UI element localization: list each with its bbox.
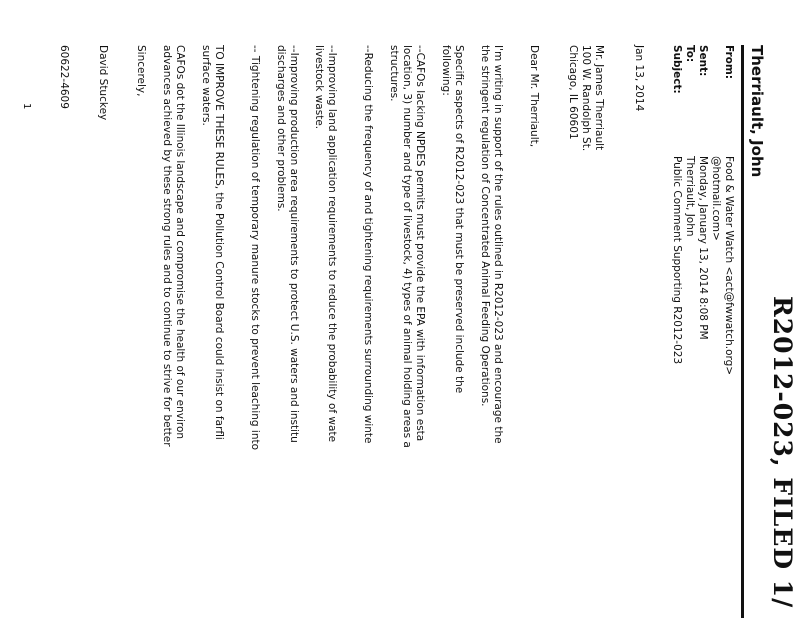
intro-line-2: the stringent regulation of Concentrated Animal Feeding Operations. [479,45,491,407]
sender-name: Therriault, John [748,45,766,178]
improve-line-2: surface waters. [200,45,212,126]
sent-label: Sent: [697,45,709,77]
specific-line-2: following: [440,45,452,96]
from-label: From: [723,45,735,80]
address-line-2: 100 W. Randolph St. [580,45,592,152]
signer-name: David Stuckey [97,45,109,121]
from-value: Food & Water Watch <act@fwwatch.org> [723,156,735,376]
closing: Sincerely, [135,45,147,97]
address-line-3: Chicago, IL 60601 [567,45,579,140]
salutation: Dear Mr. Therriault, [528,45,540,148]
address-line-1: Mr. James Therriault [593,45,605,151]
bullet-4-line-1: --Improving production area requirements to protect U.S. waters and institu [288,45,300,443]
subject-value: Public Comment Supporting R2012-023 [671,156,683,365]
sent-value: Monday, January 13, 2014 8:08 PM [697,156,709,340]
cafos-line-2: advances achieved by these strong rules and to continue to strive for better [161,45,173,447]
filed-stamp: R2012-023, FILED 1/ [768,296,797,609]
bullet-1-line-3: structures. [388,45,400,102]
bullet-1-line-1: --CAFOs lacking NPDES permits must provide the EPA with information esta [414,45,426,442]
bullet-3-line-2: livestock waste. [313,45,325,130]
signer-zip: 60622-4609 [58,45,70,109]
header-divider [741,45,744,618]
specific-line-1: Specific aspects of R2012-023 that must be preserved include the [453,45,465,394]
bullet-3-line-1: --Improving land application requirements to reduce the probability of wate [326,45,338,443]
bullet-1-line-2: location, 3) number and type of livestock, 4) types of animal holding areas a [401,45,413,448]
bullet-2: --Reducing the frequency of and tightening requirements surrounding winte [362,45,374,444]
subject-label: Subject: [671,45,683,94]
letter-date: Jan 13, 2014 [633,45,645,112]
improve-line-1: TO IMPROVE THESE RULES, the Pollution Control Board could insist on farfli [213,45,225,440]
cafos-line-1: CAFOs dot the Illinois landscape and compromise the health of our environ [174,45,186,440]
to-label: To: [684,45,696,63]
bullet-5: -- Tightening regulation of temporary manure stocks to prevent leaching into [249,45,261,451]
intro-line-1: I'm writing in support of the rules outlined in R2012-023 and encourage the [492,45,504,444]
to-value: Therriault, John [684,156,696,237]
from-value-continued: @hotmail.com> [710,156,722,241]
page-number: 1 [21,103,32,110]
bullet-4-line-2: discharges and other problems. [275,45,287,212]
